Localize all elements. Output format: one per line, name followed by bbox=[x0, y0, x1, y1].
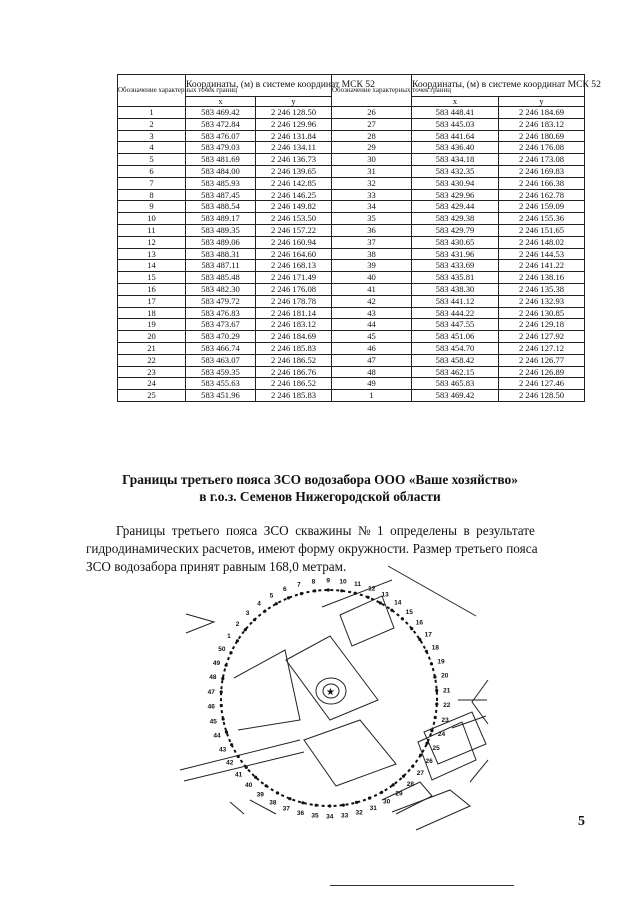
table-cell: 583 479.03 bbox=[186, 142, 256, 154]
boundary-point-label: 30 bbox=[382, 798, 391, 806]
table-cell: 2 246 176.08 bbox=[256, 283, 332, 295]
table-cell: 37 bbox=[332, 236, 412, 248]
boundary-point-label: 26 bbox=[425, 758, 433, 765]
table-cell: 5 bbox=[118, 154, 186, 166]
table-cell: 32 bbox=[332, 177, 412, 189]
boundary-point bbox=[379, 601, 382, 604]
table-cell: 583 430.94 bbox=[412, 177, 499, 189]
boundary-point bbox=[434, 716, 437, 719]
table-cell: 2 246 151.65 bbox=[499, 224, 585, 236]
table-cell: 2 246 153.50 bbox=[256, 213, 332, 225]
boundary-point-label: 36 bbox=[296, 810, 305, 817]
table-cell: 9 bbox=[118, 201, 186, 213]
boundary-point-label: 18 bbox=[431, 644, 440, 652]
table-cell: 31 bbox=[332, 165, 412, 177]
table-cell: 2 246 136.73 bbox=[256, 154, 332, 166]
table-cell: 2 246 127.92 bbox=[499, 331, 585, 343]
table-cell: 2 246 130.85 bbox=[499, 307, 585, 319]
boundary-point bbox=[354, 592, 357, 595]
table-cell: 2 bbox=[118, 118, 186, 130]
table-cell: 4 bbox=[118, 142, 186, 154]
boundary-point bbox=[419, 754, 422, 757]
table-cell: 2 246 166.38 bbox=[499, 177, 585, 189]
table-cell: 49 bbox=[332, 378, 412, 390]
boundary-point-label: 15 bbox=[405, 608, 413, 616]
boundary-point-label: 29 bbox=[395, 790, 403, 798]
boundary-point-label: 3 bbox=[245, 610, 250, 617]
table-cell: 2 246 176.08 bbox=[499, 142, 585, 154]
boundary-point-label: 23 bbox=[441, 716, 449, 724]
table-cell: 583 430.65 bbox=[412, 236, 499, 248]
table-cell: 35 bbox=[332, 213, 412, 225]
table-cell: 13 bbox=[118, 248, 186, 260]
table-cell: 7 bbox=[118, 177, 186, 189]
boundary-point bbox=[410, 627, 413, 630]
table-cell: 8 bbox=[118, 189, 186, 201]
table-cell: 2 246 186.52 bbox=[256, 378, 332, 390]
table-cell: 583 487.45 bbox=[186, 189, 256, 201]
table-cell: 21 bbox=[118, 342, 186, 354]
table-cell: 29 bbox=[332, 142, 412, 154]
boundary-point-label: 11 bbox=[354, 581, 361, 588]
table-cell: 583 429.38 bbox=[412, 213, 499, 225]
boundary-point bbox=[287, 596, 290, 599]
boundary-point-label: 47 bbox=[207, 688, 215, 696]
table-cell: 2 246 131.84 bbox=[256, 130, 332, 142]
table-cell: 2 246 129.96 bbox=[256, 118, 332, 130]
boundary-point bbox=[367, 596, 370, 599]
boundary-point bbox=[435, 689, 438, 692]
boundary-point-label: 44 bbox=[213, 732, 221, 740]
boundary-point bbox=[342, 804, 345, 807]
boundary-point bbox=[237, 755, 240, 758]
table-cell: 45 bbox=[332, 331, 412, 343]
table-cell: 2 246 155.36 bbox=[499, 213, 585, 225]
table-cell: 12 bbox=[118, 236, 186, 248]
table-cell: 583 459.35 bbox=[186, 366, 256, 378]
header-coords-right: Координаты, (м) в системе координат МСК 52 bbox=[412, 75, 585, 97]
table-cell: 2 246 183.12 bbox=[256, 319, 332, 331]
table-cell: 2 246 144.53 bbox=[499, 248, 585, 260]
table-cell: 583 470.29 bbox=[186, 331, 256, 343]
boundary-point bbox=[222, 717, 225, 720]
table-cell: 583 476.07 bbox=[186, 130, 256, 142]
table-cell: 2 246 127.46 bbox=[499, 378, 585, 390]
table-cell: 2 246 157.22 bbox=[256, 224, 332, 236]
boundary-point-label: 43 bbox=[218, 746, 227, 754]
table-cell: 583 451.96 bbox=[186, 390, 256, 402]
boundary-point-label: 39 bbox=[256, 791, 264, 799]
table-cell: 2 246 181.14 bbox=[256, 307, 332, 319]
table-cell: 1 bbox=[332, 390, 412, 402]
table-cell: 22 bbox=[118, 354, 186, 366]
table-cell: 39 bbox=[332, 260, 412, 272]
table-cell: 583 438.30 bbox=[412, 283, 499, 295]
table-cell: 2 246 184.69 bbox=[499, 107, 585, 119]
table-cell: 2 246 148.02 bbox=[499, 236, 585, 248]
boundary-point bbox=[327, 588, 330, 591]
header-x-right: x bbox=[412, 97, 499, 107]
table-cell: 23 bbox=[118, 366, 186, 378]
boundary-point bbox=[245, 766, 248, 769]
boundary-points bbox=[208, 578, 451, 821]
boundary-point bbox=[418, 638, 421, 641]
boundary-point-label: 50 bbox=[218, 646, 226, 653]
boundary-point bbox=[301, 801, 304, 804]
table-cell: 583 482.30 bbox=[186, 283, 256, 295]
boundary-point bbox=[220, 704, 223, 707]
table-cell: 2 246 146.25 bbox=[256, 189, 332, 201]
footer-rule bbox=[330, 885, 514, 886]
table-cell: 2 246 164.60 bbox=[256, 248, 332, 260]
table-cell: 2 246 180.69 bbox=[499, 130, 585, 142]
boundary-point-label: 2 bbox=[235, 620, 240, 628]
table-cell: 17 bbox=[118, 295, 186, 307]
boundary-point-label: 40 bbox=[245, 782, 253, 790]
table-cell: 2 246 135.38 bbox=[499, 283, 585, 295]
boundary-point bbox=[265, 784, 268, 787]
boundary-point-label: 17 bbox=[424, 631, 432, 639]
boundary-point bbox=[276, 791, 279, 794]
table-cell: 2 246 185.83 bbox=[256, 342, 332, 354]
boundary-point-label: 14 bbox=[394, 599, 402, 607]
table-cell: 583 481.69 bbox=[186, 154, 256, 166]
boundary-point bbox=[230, 743, 233, 746]
header-point-label-left: Обозначение характерных точек границ bbox=[118, 75, 186, 107]
table-cell: 2 246 132.93 bbox=[499, 295, 585, 307]
table-cell: 583 441.12 bbox=[412, 295, 499, 307]
table-cell: 42 bbox=[332, 295, 412, 307]
table-cell: 583 451.06 bbox=[412, 331, 499, 343]
table-cell: 2 246 160.94 bbox=[256, 236, 332, 248]
boundary-point bbox=[340, 589, 343, 592]
table-cell: 583 463.07 bbox=[186, 354, 256, 366]
table-cell: 583 445.03 bbox=[412, 118, 499, 130]
table-cell: 2 246 134.11 bbox=[256, 142, 332, 154]
header-y-left: y bbox=[256, 97, 332, 107]
table-cell: 583 473.67 bbox=[186, 319, 256, 331]
boundary-point-label: 22 bbox=[443, 702, 451, 710]
boundary-point bbox=[236, 639, 239, 642]
table-cell: 583 487.11 bbox=[186, 260, 256, 272]
table-cell: 2 246 162.78 bbox=[499, 189, 585, 201]
table-cell: 583 455.63 bbox=[186, 378, 256, 390]
boundary-point-label: 8 bbox=[311, 578, 316, 586]
table-cell: 47 bbox=[332, 354, 412, 366]
table-cell: 583 469.42 bbox=[186, 107, 256, 119]
boundary-point bbox=[380, 791, 383, 794]
table-cell: 2 246 141.22 bbox=[499, 260, 585, 272]
table-cell: 583 462.15 bbox=[412, 366, 499, 378]
boundary-point-label: 41 bbox=[234, 771, 243, 779]
boundary-point bbox=[411, 765, 414, 768]
table-cell: 583 479.72 bbox=[186, 295, 256, 307]
boundary-point-label: 38 bbox=[269, 799, 277, 807]
table-cell: 2 246 171.49 bbox=[256, 272, 332, 284]
table-cell: 16 bbox=[118, 283, 186, 295]
table-cell: 583 472.84 bbox=[186, 118, 256, 130]
table-cell: 583 488.31 bbox=[186, 248, 256, 260]
table-cell: 583 488.54 bbox=[186, 201, 256, 213]
table-cell: 2 246 173.08 bbox=[499, 154, 585, 166]
boundary-point bbox=[253, 618, 256, 621]
paragraph-line-2: гидродинамических расчетов, имеют форму окружности. Размер третьего пояса bbox=[86, 541, 538, 556]
boundary-point bbox=[430, 729, 433, 732]
boundary-point bbox=[275, 602, 278, 605]
boundary-point bbox=[435, 702, 438, 705]
table-cell: 583 432.35 bbox=[412, 165, 499, 177]
table-cell: 2 246 128.50 bbox=[499, 390, 585, 402]
table-cell: 583 429.79 bbox=[412, 224, 499, 236]
table-cell: 583 434.18 bbox=[412, 154, 499, 166]
paragraph-line-1: Границы третьего пояса ЗСО скважины № 1 определены в результате bbox=[116, 523, 535, 538]
table-cell: 583 489.06 bbox=[186, 236, 256, 248]
table-cell: 583 476.83 bbox=[186, 307, 256, 319]
boundary-point bbox=[390, 609, 393, 612]
boundary-point bbox=[225, 731, 228, 734]
boundary-point bbox=[425, 742, 428, 745]
table-cell: 19 bbox=[118, 319, 186, 331]
table-cell: 2 246 169.83 bbox=[499, 165, 585, 177]
table-cell: 583 489.35 bbox=[186, 224, 256, 236]
table-cell: 34 bbox=[332, 201, 412, 213]
table-cell: 3 bbox=[118, 130, 186, 142]
table-cell: 33 bbox=[332, 189, 412, 201]
boundary-point-label: 16 bbox=[415, 619, 424, 627]
boundary-point-label: 46 bbox=[207, 703, 215, 711]
table-cell: 27 bbox=[332, 118, 412, 130]
table-cell: 28 bbox=[332, 130, 412, 142]
table-cell: 38 bbox=[332, 248, 412, 260]
well-marker bbox=[316, 678, 346, 704]
boundary-point-label: 31 bbox=[369, 804, 377, 812]
table-cell: 583 458.42 bbox=[412, 354, 499, 366]
table-cell: 2 246 126.77 bbox=[499, 354, 585, 366]
table-cell: 10 bbox=[118, 213, 186, 225]
table-cell: 2 246 142.85 bbox=[256, 177, 332, 189]
boundary-point-label: 24 bbox=[437, 731, 446, 739]
boundary-point-label: 20 bbox=[441, 672, 449, 680]
table-cell: 2 246 138.16 bbox=[499, 272, 585, 284]
boundary-point bbox=[221, 677, 224, 680]
table-cell: 2 246 126.89 bbox=[499, 366, 585, 378]
table-cell: 583 429.44 bbox=[412, 201, 499, 213]
boundary-point bbox=[220, 690, 223, 693]
table-cell: 2 246 159.09 bbox=[499, 201, 585, 213]
heading-line-1: Границы третьего пояса ЗСО водозабора ООО «Ваше хозяйство» bbox=[122, 472, 518, 487]
boundary-point-label: 13 bbox=[381, 591, 389, 599]
boundary-point-label: 45 bbox=[209, 718, 217, 726]
boundary-point bbox=[368, 797, 371, 800]
boundary-point-label: 42 bbox=[226, 759, 234, 767]
table-cell: 2 246 139.65 bbox=[256, 165, 332, 177]
table-cell: 583 454.70 bbox=[412, 342, 499, 354]
table-cell: 2 246 127.12 bbox=[499, 342, 585, 354]
boundary-point bbox=[355, 801, 358, 804]
table-cell: 583 485.93 bbox=[186, 177, 256, 189]
boundary-point bbox=[244, 628, 247, 631]
boundary-point bbox=[425, 650, 428, 653]
boundary-point bbox=[392, 783, 395, 786]
table-cell: 583 441.64 bbox=[412, 130, 499, 142]
header-coords-left: Координаты, (м) в системе координат МСК 52 bbox=[186, 75, 332, 97]
paragraph-line-3: ЗСО водозабора принят равным 168,0 метрам. bbox=[86, 559, 347, 574]
boundary-point bbox=[288, 797, 291, 800]
boundary-point bbox=[263, 610, 266, 613]
table-cell: 6 bbox=[118, 165, 186, 177]
table-cell: 583 484.00 bbox=[186, 165, 256, 177]
table-cell: 2 246 168.13 bbox=[256, 260, 332, 272]
table-cell: 24 bbox=[118, 378, 186, 390]
table-cell: 2 246 178.78 bbox=[256, 295, 332, 307]
boundary-point bbox=[300, 592, 303, 595]
table-cell: 14 bbox=[118, 260, 186, 272]
table-cell: 46 bbox=[332, 342, 412, 354]
table-cell: 43 bbox=[332, 307, 412, 319]
boundary-point-label: 7 bbox=[297, 581, 301, 589]
header-x-left: x bbox=[186, 97, 256, 107]
table-cell: 583 489.17 bbox=[186, 213, 256, 225]
table-cell: 2 246 186.76 bbox=[256, 366, 332, 378]
table-cell: 2 246 129.18 bbox=[499, 319, 585, 331]
boundary-point bbox=[433, 675, 436, 678]
boundary-point bbox=[328, 804, 331, 807]
boundary-point-label: 48 bbox=[209, 674, 217, 682]
boundary-point-label: 10 bbox=[339, 578, 347, 586]
table-cell: 30 bbox=[332, 154, 412, 166]
table-cell: 2 246 186.52 bbox=[256, 354, 332, 366]
table-cell: 583 447.55 bbox=[412, 319, 499, 331]
boundary-point-label: 35 bbox=[311, 812, 319, 820]
table-cell: 583 436.40 bbox=[412, 142, 499, 154]
boundary-point-label: 4 bbox=[257, 600, 261, 608]
table-cell: 48 bbox=[332, 366, 412, 378]
table-cell: 15 bbox=[118, 272, 186, 284]
table-cell: 2 246 185.83 bbox=[256, 390, 332, 402]
table-cell: 583 435.81 bbox=[412, 272, 499, 284]
table-cell: 11 bbox=[118, 224, 186, 236]
table-cell: 26 bbox=[332, 107, 412, 119]
boundary-point bbox=[430, 662, 433, 665]
table-cell: 583 448.41 bbox=[412, 107, 499, 119]
table-cell: 2 246 128.50 bbox=[256, 107, 332, 119]
boundary-point-label: 1 bbox=[227, 633, 231, 640]
boundary-point bbox=[225, 664, 228, 667]
table-cell: 583 465.83 bbox=[412, 378, 499, 390]
header-point-label-right: Обозначение характерных точек границ bbox=[332, 75, 412, 107]
heading-line-2: в г.о.з. Семенов Нижегородской области bbox=[199, 489, 441, 504]
table-cell: 583 469.42 bbox=[412, 390, 499, 402]
table-cell: 1 bbox=[118, 107, 186, 119]
table-cell: 2 246 184.69 bbox=[256, 331, 332, 343]
svg-text:★: ★ bbox=[326, 687, 335, 698]
boundary-point-label: 21 bbox=[443, 687, 451, 695]
table-cell: 20 bbox=[118, 331, 186, 343]
table-cell: 41 bbox=[332, 283, 412, 295]
page-number: 5 bbox=[578, 814, 585, 829]
boundary-point-label: 19 bbox=[437, 658, 445, 666]
boundary-point bbox=[402, 775, 405, 778]
boundary-point bbox=[229, 651, 232, 654]
table-cell: 583 466.74 bbox=[186, 342, 256, 354]
table-cell: 583 444.22 bbox=[412, 307, 499, 319]
boundary-point-label: 6 bbox=[282, 586, 287, 594]
boundary-point-label: 32 bbox=[355, 809, 363, 817]
table-cell: 583 485.48 bbox=[186, 272, 256, 284]
boundary-point-label: 9 bbox=[326, 577, 331, 585]
boundary-point-label: 25 bbox=[432, 745, 440, 752]
boundary-point-label: 37 bbox=[282, 805, 290, 813]
boundary-point-label: 33 bbox=[340, 812, 349, 820]
boundary-point-label: 12 bbox=[368, 585, 376, 593]
table-cell: 583 433.69 bbox=[412, 260, 499, 272]
table-cell: 2 246 183.12 bbox=[499, 118, 585, 130]
table-cell: 2 246 149.82 bbox=[256, 201, 332, 213]
table-cell: 18 bbox=[118, 307, 186, 319]
boundary-point-label: 5 bbox=[269, 592, 274, 600]
header-y-right: y bbox=[499, 97, 585, 107]
boundary-point-label: 28 bbox=[406, 781, 415, 788]
boundary-point bbox=[401, 617, 404, 620]
boundary-point-label: 49 bbox=[212, 659, 221, 667]
table-cell: 583 431.96 bbox=[412, 248, 499, 260]
table-cell: 25 bbox=[118, 390, 186, 402]
boundary-point-label: 27 bbox=[416, 770, 425, 778]
boundary-point bbox=[315, 804, 318, 807]
boundary-point-label: 34 bbox=[326, 813, 334, 821]
boundary-point bbox=[313, 589, 316, 592]
boundary-point bbox=[254, 776, 257, 779]
table-cell: 44 bbox=[332, 319, 412, 331]
table-cell: 36 bbox=[332, 224, 412, 236]
table-cell: 40 bbox=[332, 272, 412, 284]
table-cell: 583 429.96 bbox=[412, 189, 499, 201]
